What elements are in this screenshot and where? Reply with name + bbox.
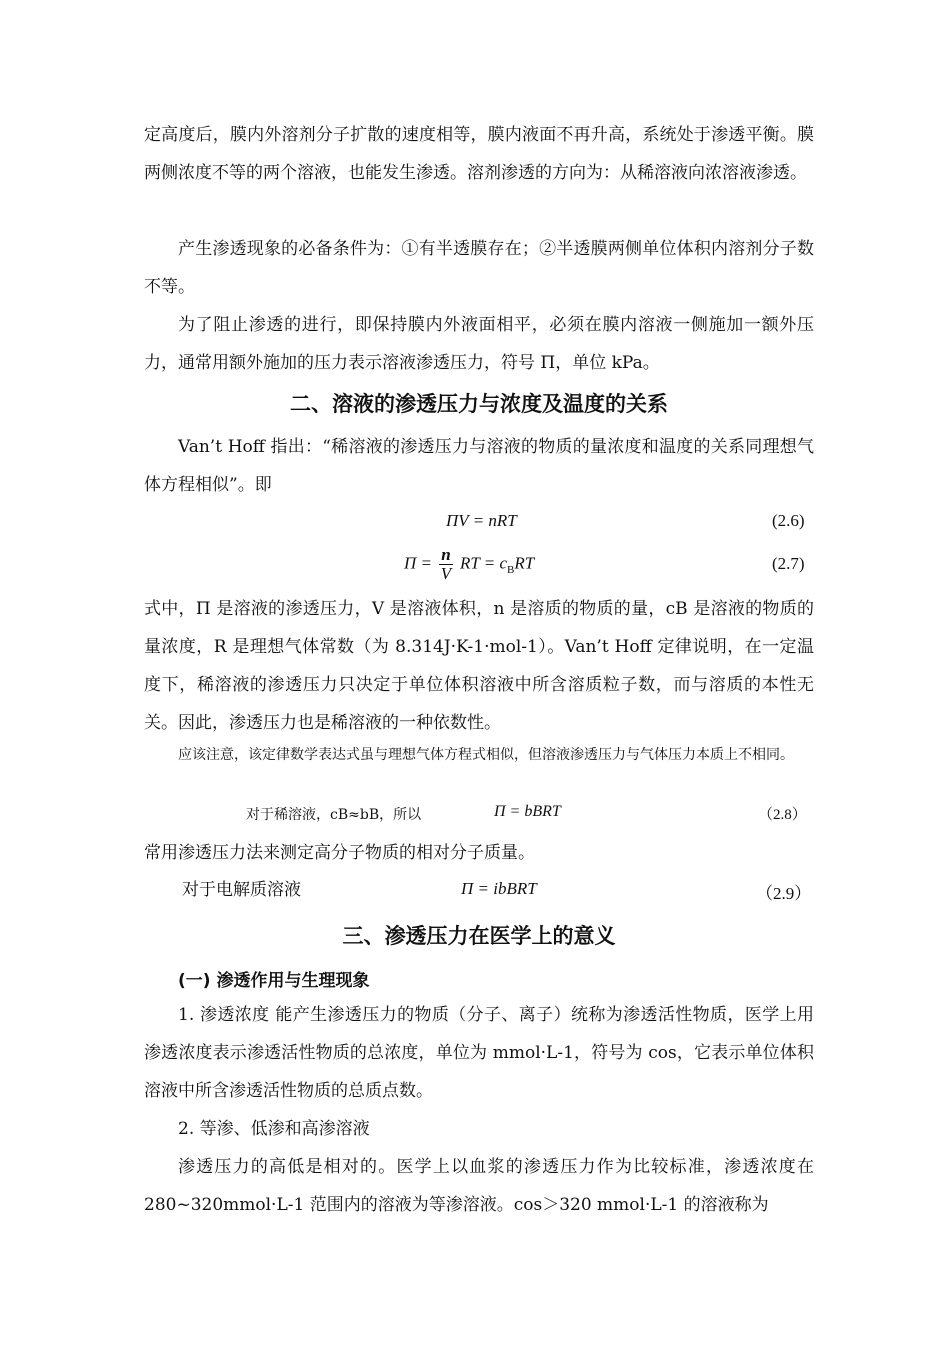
eq27-lhs: Π = bbox=[404, 553, 432, 573]
section-heading-3: 三、渗透压力在医学上的意义 bbox=[342, 923, 616, 948]
note-paragraph: 应该注意，该定律数学表达式虽与理想气体方程式相似，但溶液渗透压力与气体压力本质上不相同。 bbox=[178, 747, 794, 763]
equation-number-2-6: (2.6) bbox=[772, 511, 805, 530]
equation-2-8: Π = bBRT bbox=[494, 803, 561, 820]
equation-number-2-8: （2.8） bbox=[758, 807, 807, 823]
eq27-denominator: V bbox=[440, 564, 452, 583]
paragraph-molecular-mass-method: 常用渗透压力法来测定高分子物质的相对分子质量。 bbox=[144, 843, 535, 863]
paragraph-isotonic: 渗透压力的高低是相对的。医学上以血浆的渗透压力作为比较标准，渗透浓度在 280~320mmol·L-1 范围内的溶液为等渗溶液。cos＞320 mmol·L-1 的溶液称为 bbox=[144, 1157, 814, 1215]
section-heading-2: 二、溶液的渗透压力与浓度及温度的关系 bbox=[290, 391, 668, 416]
paragraph-osmosis-conditions: 产生渗透现象的必备条件为：①有半透膜存在；②半透膜两侧单位体积内溶剂分子数不等。 bbox=[144, 239, 814, 297]
subsection-heading-1: (一) 渗透作用与生理现象 bbox=[178, 971, 370, 991]
paragraph-osmotic-pressure-definition: 为了阻止渗透的进行，即保持膜内外液面相平，必须在膜内溶液一侧施加一额外压力，通常用额外施加的压力表示溶液渗透压力，符号 Π，单位 kPa。 bbox=[144, 315, 814, 373]
paragraph-variable-definitions: 式中，Π 是溶液的渗透压力，V 是溶液体积，n 是溶质的物质的量，cB 是溶液的物质的量浓度，R 是理想气体常数（为 8.314J·K-1·mol-1）。Van’t Hoff 定律说明，在一定温度下，稀溶液的渗透压力只决定于单位体积溶液中所含溶质粒子数，而与溶质的本性无关。因此，渗透压力也是稀溶液的一种依数性。 bbox=[144, 599, 814, 733]
equation-2-6: ΠV = nRT bbox=[446, 511, 517, 530]
equation-2-9-lead: 对于电解质溶液 bbox=[182, 880, 301, 900]
paragraph-osmotic-equilibrium: 定高度后，膜内外溶剂分子扩散的速度相等，膜内液面不再升高，系统处于渗透平衡。膜两侧浓度不等的两个溶液，也能发生渗透。溶剂渗透的方向为：从稀溶液向浓溶液渗透。 bbox=[144, 125, 814, 183]
equation-2-7 bbox=[404, 546, 534, 583]
equation-2-9: Π = ibBRT bbox=[461, 879, 537, 898]
list-item-2: 2. 等渗、低渗和高渗溶液 bbox=[178, 1119, 370, 1139]
eq27-fraction bbox=[439, 546, 452, 583]
eq27-rhs: RT = c bbox=[459, 553, 508, 573]
paragraph-osmolarity: 1. 渗透浓度 能产生渗透压力的物质（分子、离子）统称为渗透活性物质，医学上用渗透浓度表示渗透活性物质的总浓度，单位为 mmol·L-1，符号为 cos，它表示单位体积溶液中所含渗透活性物质的总质点数。 bbox=[144, 1005, 814, 1101]
eq27-numerator: n bbox=[441, 545, 451, 564]
equation-2-8-lead: 对于稀溶液，cB≈bB，所以 bbox=[246, 807, 422, 823]
equation-number-2-9: （2.9） bbox=[756, 884, 812, 903]
paragraph-vant-hoff: Van’t Hoff 指出：“稀溶液的渗透压力与溶液的物质的量浓度和温度的关系同理想气体方程相似”。即 bbox=[144, 437, 814, 495]
eq27-tail: RT bbox=[514, 553, 535, 573]
eq27-subscript: B bbox=[507, 563, 515, 576]
equation-number-2-7: (2.7) bbox=[772, 554, 805, 573]
